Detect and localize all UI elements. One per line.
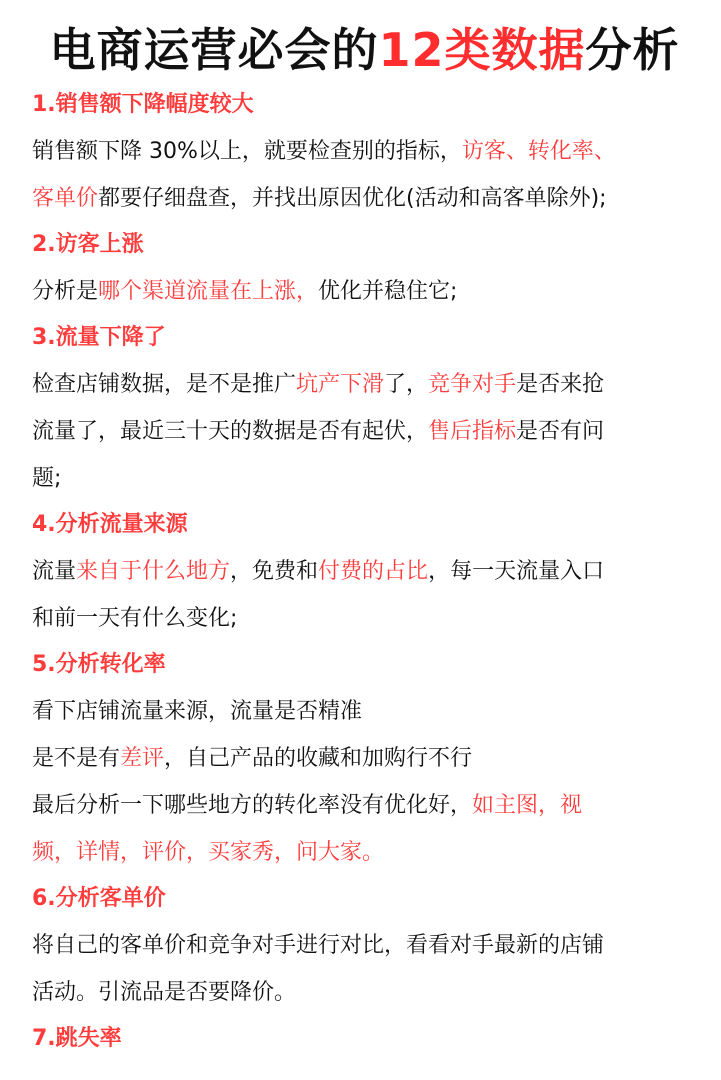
text-span: 看下店铺流量来源，流量是否精准: [32, 699, 363, 724]
paragraph-line: [32, 595, 697, 642]
paragraph-line: [32, 361, 697, 408]
text-span: 活动。引流品是否要降价。: [32, 980, 297, 1005]
text-span: 优化并稳住它;: [318, 279, 458, 304]
text-span: ，每一天流量入口: [428, 559, 605, 584]
paragraph-line: [32, 175, 697, 222]
text-span: 了，: [384, 372, 429, 397]
text-span: 流量: [32, 559, 77, 584]
paragraph-line: [32, 688, 697, 735]
text-span: 和前一天有什么变化;: [32, 606, 238, 631]
section-heading: 5.分析转化率: [32, 652, 166, 677]
highlight-span: 竞争对手: [428, 372, 517, 397]
section-7: [32, 1016, 697, 1062]
section-heading: 4.分析流量来源: [32, 512, 188, 537]
paragraph-line: [32, 455, 697, 502]
text-span: 都要仔细盘查，并找出原因优化(活动和高客单除外);: [98, 186, 607, 211]
text-span: 是否来抢: [516, 372, 605, 397]
title-highlight: 12类数据: [378, 23, 586, 77]
paragraph-line: [32, 548, 697, 595]
title-suffix: 分析: [585, 23, 680, 77]
section-6: [32, 876, 697, 1016]
highlight-span: 客单价: [32, 186, 99, 211]
highlight-span: 来自于什么地方: [76, 559, 231, 584]
section-heading: 2.访客上涨: [32, 232, 144, 257]
text-span: 是否有问: [516, 419, 605, 444]
paragraph-line: [32, 922, 697, 969]
highlight-span: 差评: [120, 746, 165, 771]
text-span: 将自己的客单价和竞争对手进行对比，看看对手最新的店铺: [32, 933, 605, 958]
text-span: ，免费和: [230, 559, 319, 584]
paragraph-line: [32, 268, 697, 315]
paragraph-line: [32, 969, 697, 1016]
section-1: [32, 82, 697, 222]
highlight-span: 付费的占比: [318, 559, 429, 584]
paragraph-line: [32, 735, 697, 782]
section-2: [32, 222, 697, 315]
text-span: 是不是有: [32, 746, 121, 771]
title-prefix: 电商运营必会的: [49, 23, 379, 77]
highlight-span: 访客、转化率、: [461, 139, 616, 164]
paragraph-line: [32, 408, 697, 455]
text-span: 销售额下降 30%以上，就要检查别的指标，: [32, 139, 462, 164]
text-span: 最后分析一下哪些地方的转化率没有优化好，: [32, 793, 473, 818]
highlight-span: 如主图，视: [472, 793, 583, 818]
text-span: 流量了，最近三十天的数据是否有起伏，: [32, 419, 429, 444]
highlight-span: 频，详情，评价，买家秀，问大家。: [32, 840, 385, 865]
section-heading: 3.流量下降了: [32, 325, 166, 350]
section-heading: 7.跳失率: [32, 1026, 122, 1051]
highlight-span: 售后指标: [428, 419, 517, 444]
section-5: [32, 642, 697, 876]
section-4: [32, 502, 697, 642]
text-span: 分析是: [32, 279, 99, 304]
paragraph-line: [32, 128, 697, 175]
paragraph-line: [32, 829, 697, 876]
section-heading: 1.销售额下降幅度较大: [32, 92, 254, 117]
text-span: 题;: [32, 466, 62, 491]
text-span: ，自己产品的收藏和加购行不行: [164, 746, 473, 771]
highlight-span: 哪个渠道流量在上涨，: [98, 279, 319, 304]
text-span: 检查店铺数据，是不是推广: [32, 372, 297, 397]
section-heading: 6.分析客单价: [32, 886, 166, 911]
page-title: [32, 0, 697, 82]
section-3: [32, 315, 697, 502]
highlight-span: 坑产下滑: [296, 372, 385, 397]
paragraph-line: [32, 782, 697, 829]
